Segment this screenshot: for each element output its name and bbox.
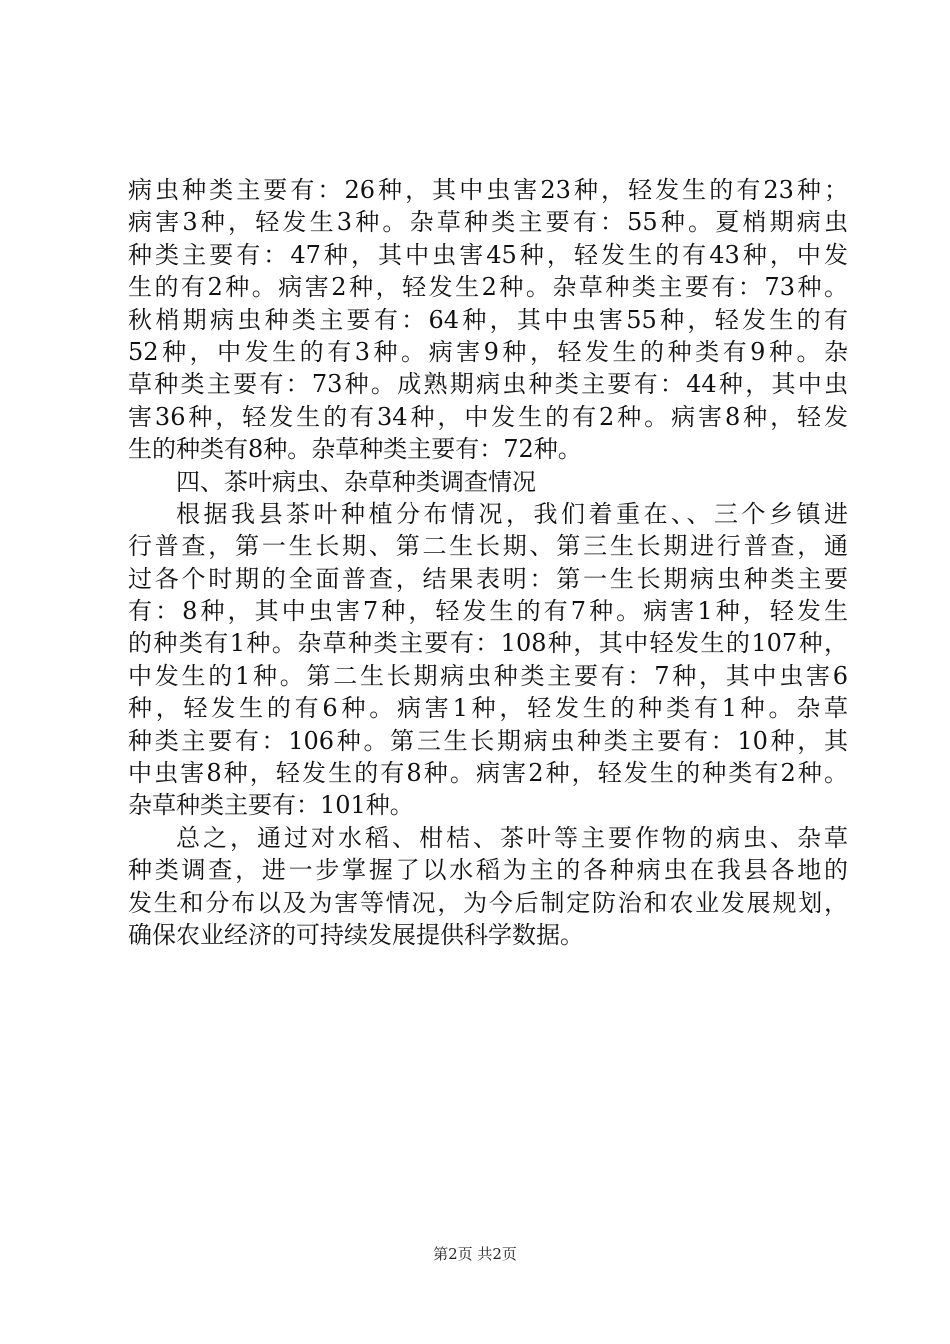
- text-line: 根据我县茶叶种植分布情况，我们着重在、、三个乡镇进: [176, 499, 848, 528]
- text-line: 害36种，轻发生的有34种，中发生的有2种。病害8种，轻发: [128, 402, 848, 431]
- text-line: 种类主要有：47种，其中虫害45种，轻发生的有43种，中发: [128, 240, 848, 269]
- text-line: 杂草种类主要有：101种。: [128, 791, 414, 820]
- text-line: 发生和分布以及为害等情况，为今后制定防治和农业发展规划，: [128, 888, 848, 917]
- text-line: 有：8种，其中虫害7种，轻发生的有7种。病害1种，轻发生: [128, 597, 848, 626]
- text-line: 种，轻发生的有6种。病害1种，轻发生的种类有1种。杂草: [128, 694, 848, 723]
- text-line: 过各个时期的全面普查，结果表明：第一生长期病虫种类主要: [128, 564, 848, 593]
- text-line: 草种类主要有：73种。成熟期病虫种类主要有：44种，其中虫: [128, 370, 848, 399]
- text-line: 生的有2种。病害2种，轻发生2种。杂草种类主要有：73种。: [128, 273, 848, 302]
- text-line: 确保农业经济的可持续发展提供科学数据。: [128, 920, 584, 949]
- text-line: 中发生的1种。第二生长期病虫种类主要有：7种，其中虫害6: [128, 661, 848, 690]
- text-line: 种类主要有：106种。第三生长期病虫种类主要有：10种，其: [128, 726, 848, 755]
- text-line: 生的种类有8种。杂草种类主要有：72种。: [128, 435, 582, 464]
- text-line: 52种，中发生的有3种。病害9种，轻发生的种类有9种。杂: [128, 337, 848, 366]
- text-line: 秋梢期病虫种类主要有：64种，其中虫害55种，轻发生的有: [128, 305, 848, 334]
- text-line: 四、茶叶病虫、杂草种类调查情况: [176, 467, 536, 496]
- text-line: 行普查，第一生长期、第二生长期、第三生长期进行普查，通: [128, 532, 848, 561]
- text-line: 种类调查，进一步掌握了以水稻为主的各种病虫在我县各地的: [128, 856, 848, 885]
- page-footer: 第2页 共2页: [433, 1245, 517, 1263]
- text-line: 的种类有1种。杂草种类主要有：108种，其中轻发生的107种，: [128, 629, 848, 658]
- text-line: 总之，通过对水稻、柑桔、茶叶等主要作物的病虫、杂草: [176, 823, 848, 852]
- text-line: 病虫种类主要有：26种，其中虫害23种，轻发生的有23种；: [128, 176, 848, 204]
- text-line: 病害3种，轻发生3种。杂草种类主要有：55种。夏梢期病虫: [128, 208, 848, 237]
- text-line: 中虫害8种，轻发生的有8种。病害2种，轻发生的种类有2种。: [128, 759, 848, 788]
- document-body: [128, 174, 848, 951]
